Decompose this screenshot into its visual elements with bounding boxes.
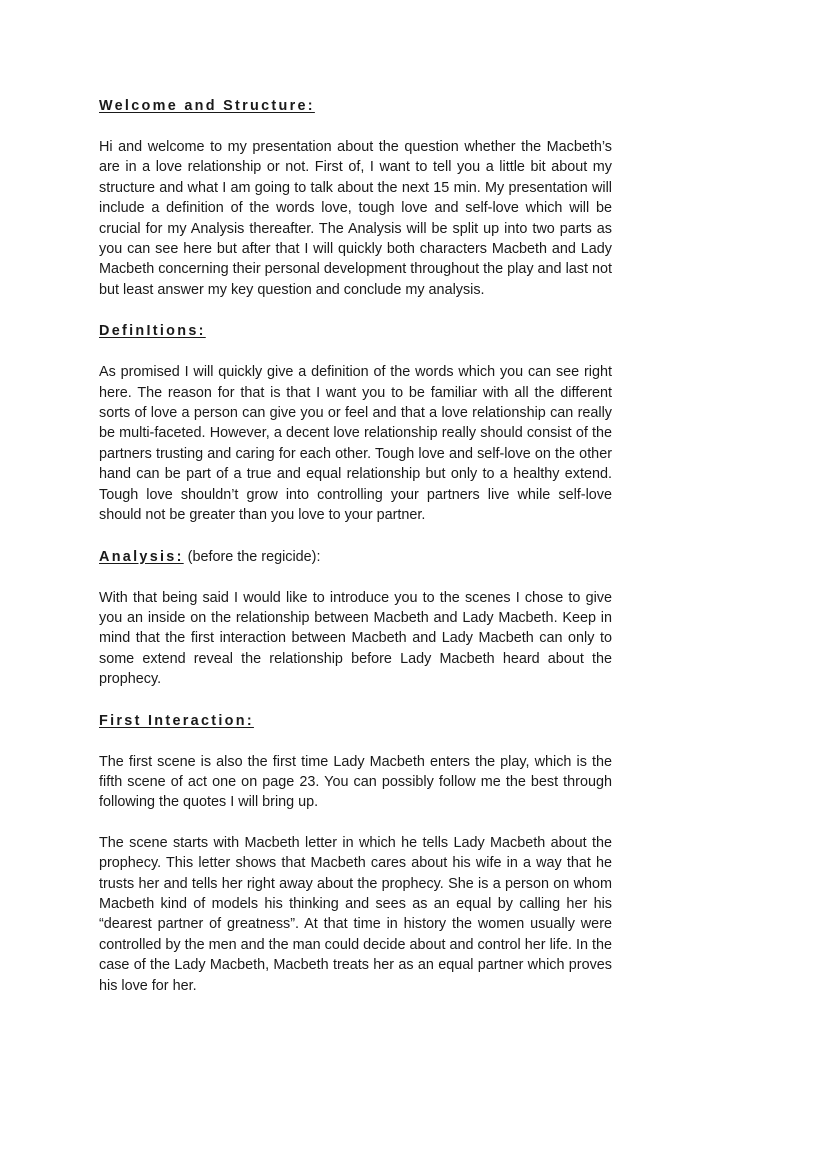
- definitions-paragraph: As promised I will quickly give a definition of the words which you can see right here. The reason for that is that I want you to be familiar with all the different sorts of love a person can give you or feel and that a love relationship can really be multi-faceted. However, a decent love relationship really should consist of the partners trusting and caring for each other. Tough love and self-love on the other hand can be part of a true and equal relationship but only to a healthy extend. Tough love shouldn’t grow into controlling your partners live while self-love should not be greater than you love to your partner.: [99, 364, 612, 524]
- spacer: [99, 813, 612, 833]
- spacer: [99, 341, 612, 362]
- document-page: [99, 96, 612, 996]
- welcome-heading-text: Welcome and Structure:: [99, 98, 315, 114]
- welcome-paragraph: Hi and welcome to my presentation about the question whether the Macbeth’s are in a love relationship or not. First of, I want to tell you a little bit about my structure and what I am going to talk about the next 15 min. My presentation will include a definition of the words love, tough love and self-love which will be crucial for my Analysis thereafter. The Analysis will be split up into two parts as you can see here but after that I will quickly both characters Macbeth and Lady Macbeth concerning their personal development throughout the play and last not but least answer my key question and conclude my analysis.: [99, 139, 612, 298]
- spacer: [99, 567, 612, 588]
- section-heading-definitions: [99, 321, 612, 341]
- spacer: [99, 116, 612, 137]
- spacer: [99, 690, 612, 711]
- spacer: [99, 731, 612, 752]
- first-interaction-paragraph-1: The first scene is also the first time Lady Macbeth enters the play, which is the fifth scene of act one on page 23. You can possibly follow me the best through following the quotes I will bring up.: [99, 753, 612, 811]
- first-interaction-paragraph-2: The scene starts with Macbeth letter in which he tells Lady Macbeth about the prophecy. This letter shows that Macbeth cares about his wife in a way that he trusts her and tells her right away about the prophecy. She is a person on whom Macbeth kind of models his thinking and sees as an equal by calling her his “dearest partner of greatness”. At that time in history the women usually were controlled by the men and the man could decide about and control her life. In the case of the Lady Macbeth, Macbeth treats her as an equal partner which proves his love for her.: [99, 834, 612, 994]
- first-interaction-heading-text: First Interaction:: [99, 712, 254, 729]
- analysis-heading-suffix: (before the regicide):: [183, 548, 321, 565]
- section-heading-first-interaction: [99, 711, 612, 731]
- definitions-heading-text: DefinItions:: [99, 323, 206, 340]
- analysis-heading-text: Analysis:: [99, 548, 184, 565]
- analysis-paragraph: With that being said I would like to introduce you to the scenes I chose to give you an inside on the relationship between Macbeth and Lady Macbeth. Keep in mind that the first interaction between Macbeth and Lady Macbeth can only to some extend reveal the relationship before Lady Macbeth heard about the prophecy.: [99, 589, 612, 688]
- section-heading-welcome: [99, 96, 612, 116]
- spacer: [99, 526, 612, 547]
- spacer: [99, 300, 612, 321]
- section-heading-analysis: [99, 547, 612, 567]
